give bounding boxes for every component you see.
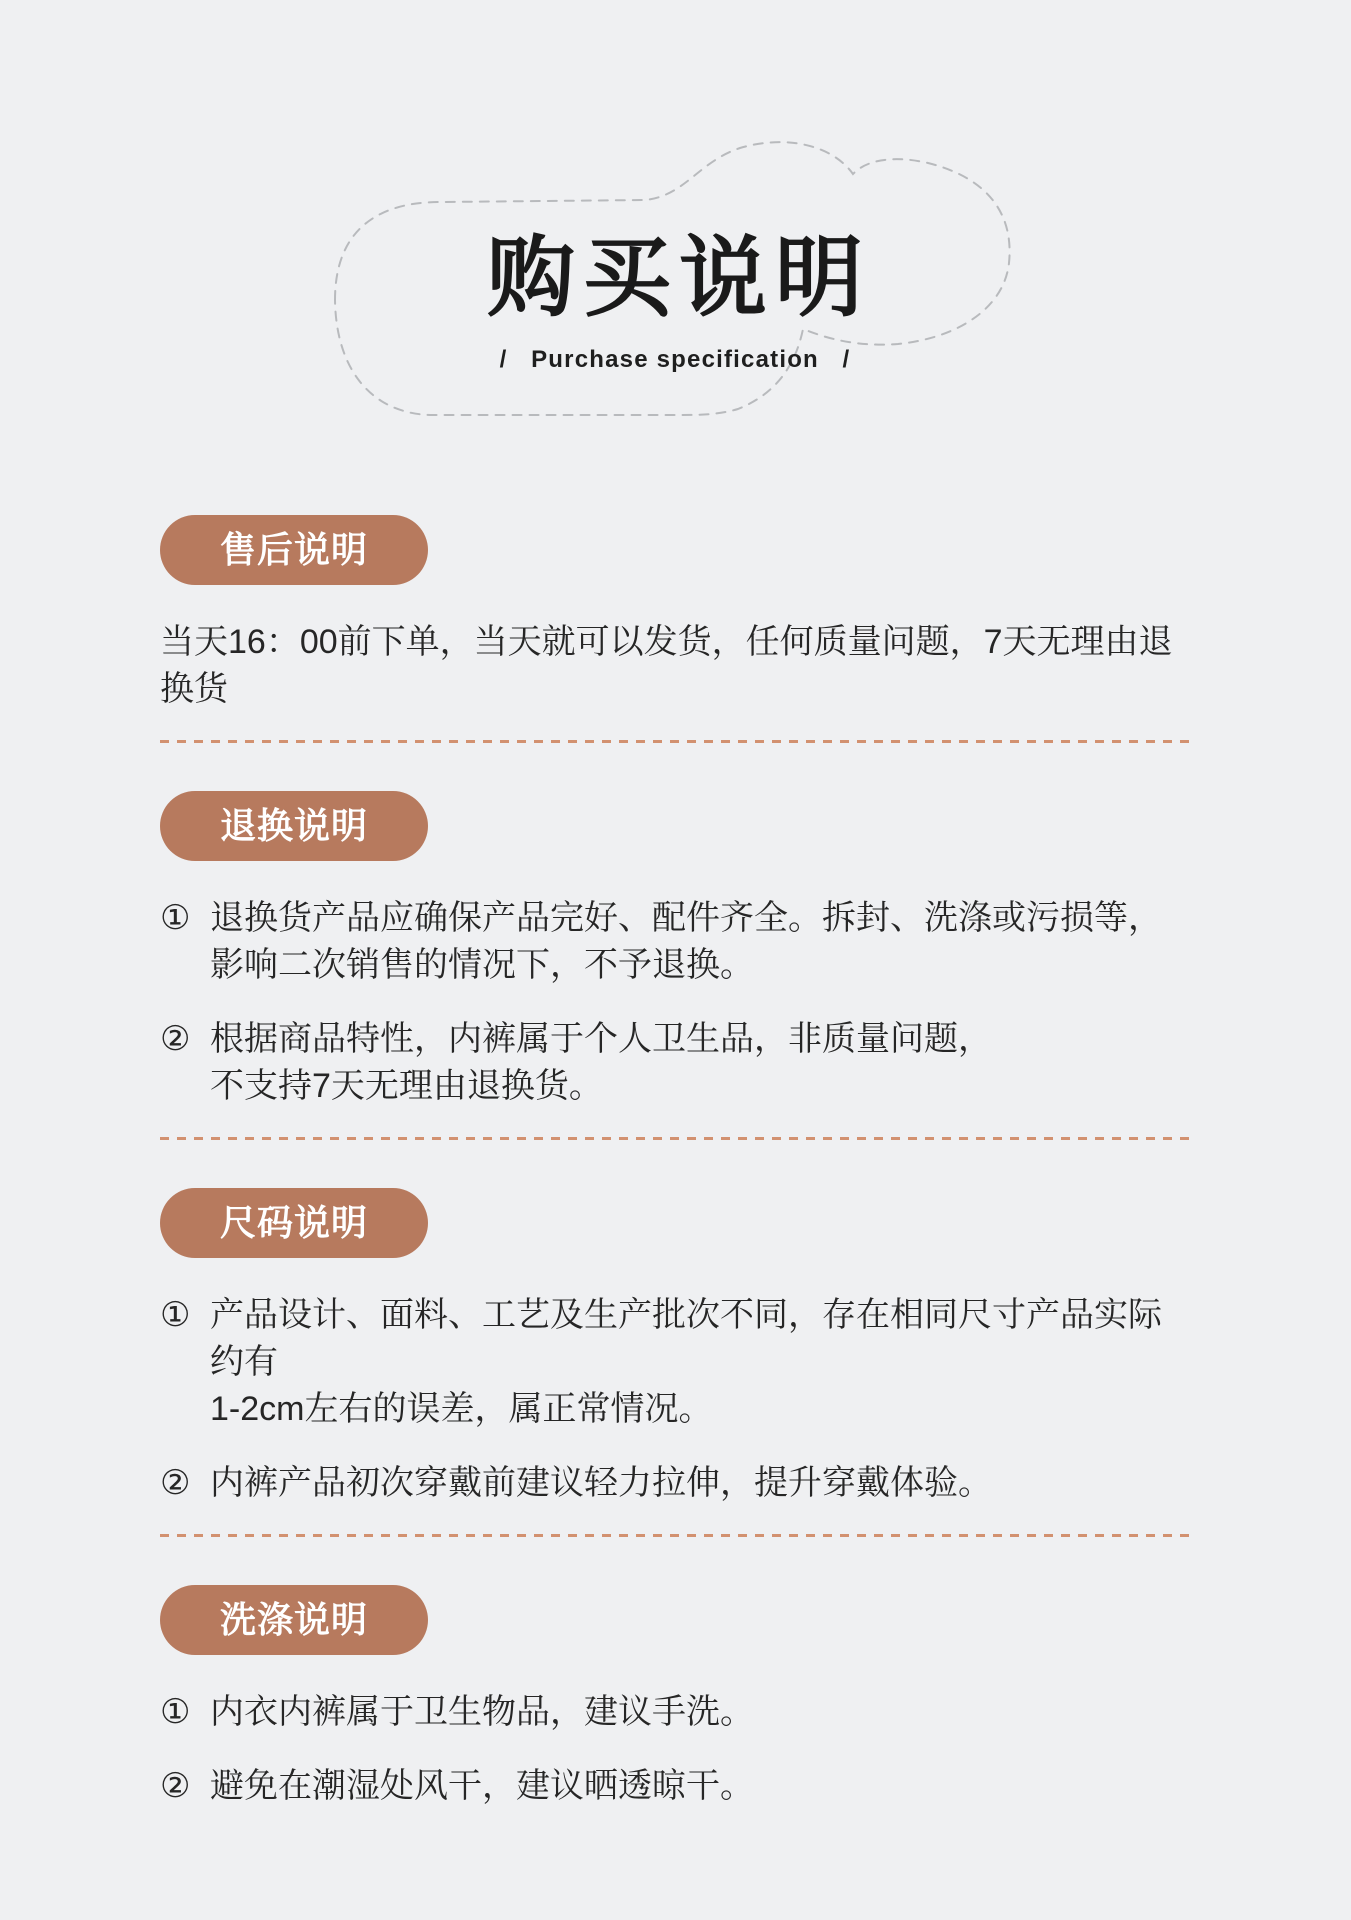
header	[320, 122, 1030, 432]
section-divider	[160, 1534, 1191, 1537]
section-divider	[160, 1137, 1191, 1140]
section-badge: 退换说明	[160, 791, 428, 861]
list-item	[160, 619, 1191, 713]
item-text-line: 不支持7天无理由退换货。	[210, 1067, 603, 1105]
section-badge: 尺码说明	[160, 1188, 428, 1258]
list-item	[160, 1292, 1191, 1433]
item-text	[210, 1763, 1191, 1810]
list-item	[160, 1016, 1191, 1110]
section-badge: 洗涤说明	[160, 1585, 428, 1655]
item-number: ②	[160, 1767, 191, 1805]
item-text-line: 退换货产品应确保产品完好、配件齐全。拆封、洗涤或污损等，	[210, 899, 1162, 937]
item-text	[210, 895, 1191, 989]
item-text-line: 影响二次销售的情况下，不予退换。	[210, 946, 754, 984]
section-badge: 售后说明	[160, 515, 428, 585]
item-text	[210, 1689, 1191, 1736]
item-text-line: 内衣内裤属于卫生物品，建议手洗。	[210, 1693, 754, 1731]
section-divider	[160, 740, 1191, 743]
item-text	[210, 1460, 1191, 1507]
item-text-line: 产品设计、面料、工艺及生产批次不同，存在相同尺寸产品实际约有	[210, 1296, 1162, 1381]
item-number: ①	[160, 899, 191, 937]
list-item	[160, 1763, 1191, 1810]
item-text-line: 1-2cm左右的误差，属正常情况。	[210, 1390, 713, 1428]
item-text-line: 内裤产品初次穿戴前建议轻力拉伸，提升穿戴体验。	[210, 1464, 992, 1502]
item-text	[210, 1292, 1191, 1433]
section-items	[160, 1292, 1191, 1507]
list-item	[160, 1460, 1191, 1507]
item-text-line: 当天16：00前下单，当天就可以发货，任何质量问题，7天无理由退换货	[160, 623, 1173, 708]
item-text-line: 根据商品特性，内裤属于个人卫生品，非质量问题，	[210, 1020, 992, 1058]
list-item	[160, 895, 1191, 989]
list-item	[160, 1689, 1191, 1736]
section-items	[160, 619, 1191, 713]
section	[160, 515, 1191, 743]
section	[160, 1585, 1191, 1810]
item-number: ②	[160, 1020, 191, 1058]
section	[160, 791, 1191, 1140]
item-text	[160, 619, 1191, 713]
item-number: ②	[160, 1464, 191, 1502]
sections-container	[160, 515, 1191, 1837]
item-number: ①	[160, 1693, 191, 1731]
item-number: ①	[160, 1296, 191, 1334]
item-text	[210, 1016, 1191, 1110]
page-subtitle: / Purchase specification /	[499, 346, 851, 373]
page-title: 购买说明	[486, 228, 871, 327]
section-items	[160, 1689, 1191, 1810]
section-items	[160, 895, 1191, 1110]
section	[160, 1188, 1191, 1537]
item-text-line: 避免在潮湿处风干，建议晒透晾干。	[210, 1767, 754, 1805]
